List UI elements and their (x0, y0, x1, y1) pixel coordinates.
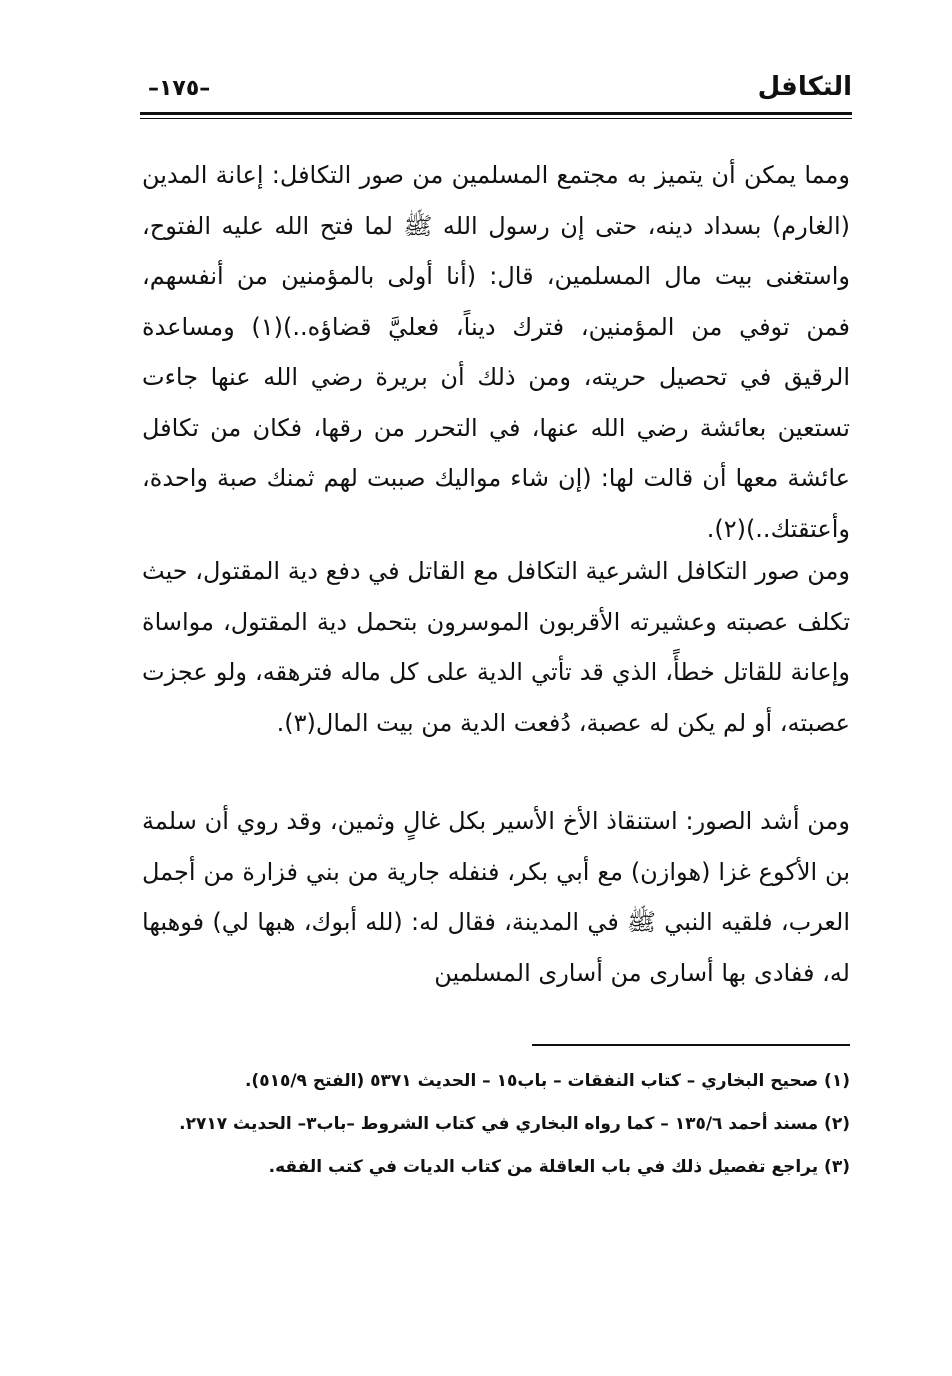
page-number: –١٧٥– (148, 76, 211, 101)
footnote-1: (١) صحيح البخاري – كتاب النفقات – باب١٥ – الحديث ٥٣٧١ (الفتح ٥١٥/٩). (244, 1071, 850, 1091)
footnote-3: (٣) يراجع تفصيل ذلك في باب العاقلة من كتاب الديات في كتب الفقه. (268, 1157, 850, 1177)
footnotes (142, 1062, 850, 1191)
header-rule-thin (140, 118, 852, 119)
paragraph-1: ومما يمكن أن يتميز به مجتمع المسلمين من صور التكافل: إعانة المدين (الغارم) بسداد دينه، حتى إن رسول الله ﷺ لما فتح الله عليه الفتوح، واستغنى بيت مال المسلمين، قال: (أنا أولى بالمؤمنين من أنفسهم، فمن توفي من المؤمنين، فترك ديناً، فعليَّ قضاؤه..)(١) ومساعدة الرقيق في تحصيل حريته، ومن ذلك أن بريرة رضي الله عنها جاءت تستعين بعائشة رضي الله عنها، في التحرر من رقها، فكان من تكافل عائشة معها أن قالت لها: (إن شاء مواليك صببت لهم ثمنك صبة واحدة، وأعتقتك..)(٢). (142, 161, 850, 543)
header-rule-thick (140, 112, 852, 115)
paragraph-3: ومن أشد الصور: استنقاذ الأخ الأسير بكل غالٍ وثمين، وقد روي أن سلمة بن الأكوع غزا (هوازن) مع أبي بكر، فنفله جارية من بني فزارة من أجمل العرب، فلقيه النبي ﷺ في المدينة، فقال له: (لله أبوك، هبها لي) فوهبها له، ففادى بها أسارى من أسارى المسلمين (142, 807, 850, 987)
running-title: التكافل (757, 72, 852, 102)
paragraph-2: ومن صور التكافل الشرعية التكافل مع القاتل في دفع دية المقتول، حيث تكلف عصبته وعشيرته الأقربون الموسرون بتحمل دية المقتول، مواساة وإعانة للقاتل خطأً، الذي قد تأتي الدية على كل ماله فترهقه، ولو عجزت عصبته، أو لم يكن له عصبة، دُفعت الدية من بيت المال(٣). (142, 557, 850, 737)
footnote-divider (532, 1044, 850, 1046)
page-header (140, 70, 852, 114)
footnote-2: (٢) مسند أحمد ١٣٥/٦ – كما رواه البخاري في كتاب الشروط –باب٣– الحديث ٢٧١٧. (179, 1114, 850, 1134)
